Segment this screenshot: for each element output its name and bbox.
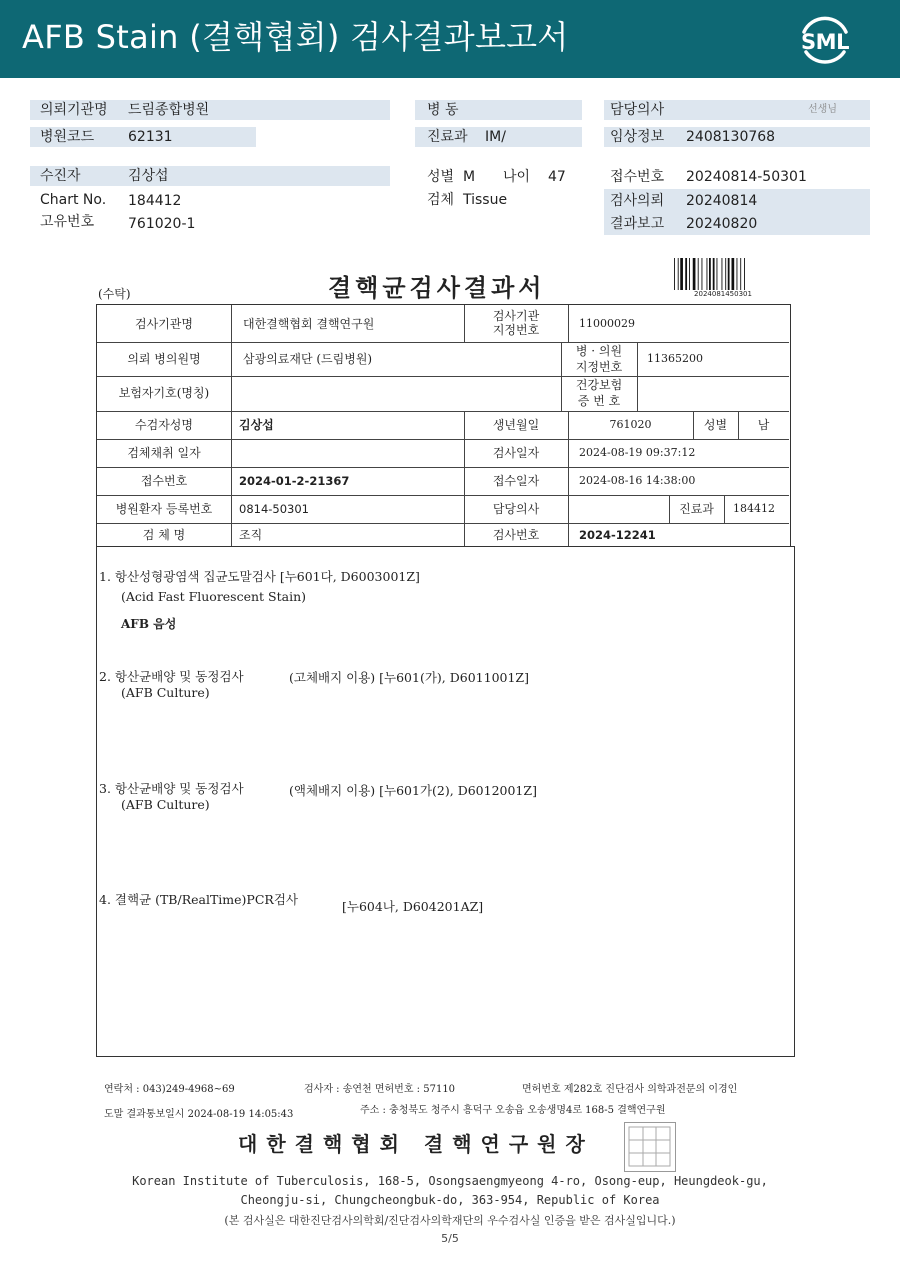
doctor-suffix: 선생님 bbox=[808, 104, 837, 115]
table-rule bbox=[97, 439, 789, 440]
insurance-label-2: 증 번 호 bbox=[577, 394, 621, 408]
specimen-label: 검체 bbox=[427, 192, 455, 208]
reported-value: 20240820 bbox=[686, 216, 758, 232]
test-no-value: 2024-12241 bbox=[579, 528, 656, 542]
barcode bbox=[673, 258, 773, 290]
result-item-2-title: 2. 항산균배양 및 동정검사 bbox=[99, 669, 244, 684]
hospital-code-value: 62131 bbox=[128, 129, 173, 145]
specimen-value: Tissue bbox=[463, 192, 508, 208]
barcode-bar bbox=[728, 258, 730, 290]
hosp-id-label-2: 지정번호 bbox=[575, 360, 623, 374]
result-item-3-en: (AFB Culture) bbox=[121, 797, 210, 812]
result-item-4-code: [누604나, D604201AZ] bbox=[342, 899, 484, 914]
chart-no-label: Chart No. bbox=[40, 192, 107, 208]
certification-note: (본 검사실은 대한진단검사의학회/진단검사의학재단의 우수검사실 인증을 받은 검사실입니다.) bbox=[224, 1214, 676, 1227]
result-item-1-title: 1. 항산성형광염색 집균도말검사 [누601다, D6003001Z] bbox=[99, 569, 420, 584]
english-address-line-2: Cheongju-si, Chungcheongbuk-do, 363-954, Republic of Korea bbox=[240, 1193, 660, 1207]
doctor-label: 담당의사 bbox=[610, 102, 665, 118]
barcode-bar bbox=[678, 258, 679, 290]
contact: 연락처 : 043)249-4968~69 bbox=[104, 1084, 235, 1095]
age-value: 47 bbox=[548, 169, 566, 185]
table-rule bbox=[97, 467, 789, 468]
insured-label: 보험자기호(명칭) bbox=[118, 386, 210, 400]
barcode-bar bbox=[722, 258, 723, 290]
specimen-name-label: 검 체 명 bbox=[142, 528, 186, 542]
result-item-4-title: 4. 결핵균 (TB/RealTime)PCR검사 bbox=[99, 892, 298, 907]
dept-value: 184412 bbox=[733, 502, 775, 515]
req-hosp-label: 의뢰 병의원명 bbox=[127, 352, 201, 366]
patient-label: 수진자 bbox=[40, 168, 81, 184]
patient-name-label: 수검자성명 bbox=[135, 418, 193, 432]
hospital-code-label: 병원코드 bbox=[40, 129, 95, 145]
test-inst-id-label-1: 검사기관 bbox=[492, 309, 540, 323]
results-box bbox=[96, 546, 795, 1057]
requested-value: 20240814 bbox=[686, 193, 758, 209]
ward-label: 병 동 bbox=[427, 102, 459, 118]
page-number: 5/5 bbox=[441, 1232, 459, 1245]
patient-value: 김상섭 bbox=[128, 168, 169, 184]
table-rule bbox=[724, 495, 725, 523]
birth-label: 생년월일 bbox=[492, 418, 540, 432]
dept-label: 진료과 bbox=[427, 129, 468, 145]
tb-report-title: 결핵균검사결과서 bbox=[328, 273, 546, 302]
table-rule bbox=[97, 342, 789, 343]
table-rule bbox=[97, 523, 789, 524]
specialist: 면허번호 제282호 진단검사 의학과전문의 이경인 bbox=[522, 1084, 738, 1095]
barcode-bar bbox=[702, 258, 703, 290]
clinical-value: 2408130768 bbox=[686, 129, 776, 145]
hosp-id-value: 11365200 bbox=[647, 352, 703, 365]
barcode-bar bbox=[693, 258, 696, 290]
table-rule bbox=[97, 376, 789, 377]
sex-label: 성별 bbox=[703, 418, 728, 432]
notified-time: 도말 결과통보일시 2024-08-19 14:05:43 bbox=[104, 1109, 294, 1120]
receipt-no-value: 2024-01-2-21367 bbox=[239, 474, 350, 488]
clinical-label: 임상정보 bbox=[610, 129, 665, 145]
barcode-bar bbox=[744, 258, 745, 290]
receipt-date-value: 2024-08-16 14:38:00 bbox=[579, 474, 696, 487]
barcode-bar bbox=[674, 258, 675, 290]
barcode-bar bbox=[732, 258, 735, 290]
result-item-1-en: (Acid Fast Fluorescent Stain) bbox=[121, 589, 307, 604]
specimen-name-value: 조직 bbox=[239, 528, 263, 542]
table-rule bbox=[637, 342, 638, 411]
sml-logo bbox=[796, 12, 854, 70]
sex-label: 성별 bbox=[427, 169, 455, 185]
consignment-tag: (수탁) bbox=[98, 287, 131, 301]
barcode-bar bbox=[689, 258, 690, 290]
english-address-line-1: Korean Institute of Tuberculosis, 168-5, Osongsaengmyeong 4-ro, Osong-eup, Heungdeok-gu, bbox=[132, 1174, 768, 1188]
insurance-label-1: 건강보험 bbox=[575, 378, 623, 392]
req-hosp-value: 삼광의료재단 (드림병원) bbox=[243, 352, 373, 366]
reg-no-value: 0814-50301 bbox=[239, 502, 309, 516]
address: 주소 : 충청북도 청주시 흥덕구 오송읍 오송생명4로 168-5 결핵연구원 bbox=[360, 1105, 666, 1116]
patient-name-value: 김상섭 bbox=[239, 418, 274, 432]
test-inst-value: 대한결핵협회 결핵연구원 bbox=[243, 317, 375, 331]
info-bar-patient bbox=[30, 166, 390, 186]
test-inst-label: 검사기관명 bbox=[135, 317, 193, 331]
receipt-no-label: 접수번호 bbox=[140, 474, 188, 488]
doctor-label: 담당의사 bbox=[492, 502, 540, 516]
test-date-value: 2024-08-19 09:37:12 bbox=[579, 446, 696, 459]
barcode-bar bbox=[740, 258, 741, 290]
requesting-inst-value: 드림종합병원 bbox=[128, 102, 210, 118]
unique-no-label: 고유번호 bbox=[40, 214, 95, 230]
requested-label: 검사의뢰 bbox=[610, 193, 665, 209]
table-rule bbox=[97, 411, 789, 412]
reg-no-label: 병원환자 등록번호 bbox=[115, 502, 213, 516]
logo-text: SML bbox=[801, 30, 849, 54]
barcode-bar bbox=[713, 258, 715, 290]
requesting-inst-label: 의뢰기관명 bbox=[40, 102, 108, 118]
collect-date-label: 검체채취 일자 bbox=[127, 446, 201, 460]
barcode-number: 2024081450301 bbox=[694, 290, 752, 298]
result-item-3-title: 3. 항산균배양 및 동정검사 bbox=[99, 781, 244, 796]
patient-info-table bbox=[96, 304, 791, 547]
result-item-3-method: (액체배지 이용) [누601가(2), D6012001Z] bbox=[289, 783, 537, 798]
birth-value: 761020 bbox=[609, 418, 652, 431]
barcode-bar bbox=[707, 258, 708, 290]
result-item-2-en: (AFB Culture) bbox=[121, 685, 210, 700]
receipt-label: 접수번호 bbox=[610, 169, 665, 185]
result-item-2-method: (고체배지 이용) [누601(가), D6011001Z] bbox=[289, 670, 529, 685]
table-rule bbox=[568, 305, 569, 342]
hosp-id-label-1: 병 · 의원 bbox=[575, 344, 623, 358]
table-rule bbox=[231, 305, 232, 546]
barcode-bar bbox=[737, 258, 738, 290]
report-title: AFB Stain (결핵협회) 검사결과보고서 bbox=[22, 18, 569, 56]
reported-label: 결과보고 bbox=[610, 216, 665, 232]
tester: 검사자 : 송연천 면허번호 : 57110 bbox=[304, 1084, 456, 1095]
test-inst-id-label-2: 지정번호 bbox=[492, 323, 540, 337]
official-seal-icon bbox=[624, 1122, 676, 1172]
report-header bbox=[0, 0, 900, 78]
barcode-bar bbox=[709, 258, 711, 290]
receipt-value: 20240814-50301 bbox=[686, 169, 807, 185]
receipt-date-label: 접수일자 bbox=[492, 474, 540, 488]
barcode-bar bbox=[685, 258, 687, 290]
dept-label: 진료과 bbox=[679, 502, 714, 516]
barcode-bar bbox=[698, 258, 699, 290]
age-label: 나이 bbox=[503, 169, 531, 185]
test-date-label: 검사일자 bbox=[492, 446, 540, 460]
barcode-bar bbox=[680, 258, 683, 290]
unique-no-value: 761020-1 bbox=[128, 216, 196, 232]
sex-value: M bbox=[463, 169, 476, 185]
result-item-1-result: AFB 음성 bbox=[121, 617, 177, 631]
dept-value: IM/ bbox=[485, 129, 506, 145]
test-inst-id-value: 11000029 bbox=[579, 317, 635, 330]
institution-name: 대한결핵협회 결핵연구원장 bbox=[238, 1132, 594, 1156]
table-rule bbox=[97, 495, 789, 496]
chart-no-value: 184412 bbox=[128, 193, 182, 209]
test-no-label: 검사번호 bbox=[492, 528, 540, 542]
barcode-bar bbox=[725, 258, 726, 290]
barcode-bar bbox=[717, 258, 718, 290]
sex-value: 남 bbox=[757, 418, 770, 432]
